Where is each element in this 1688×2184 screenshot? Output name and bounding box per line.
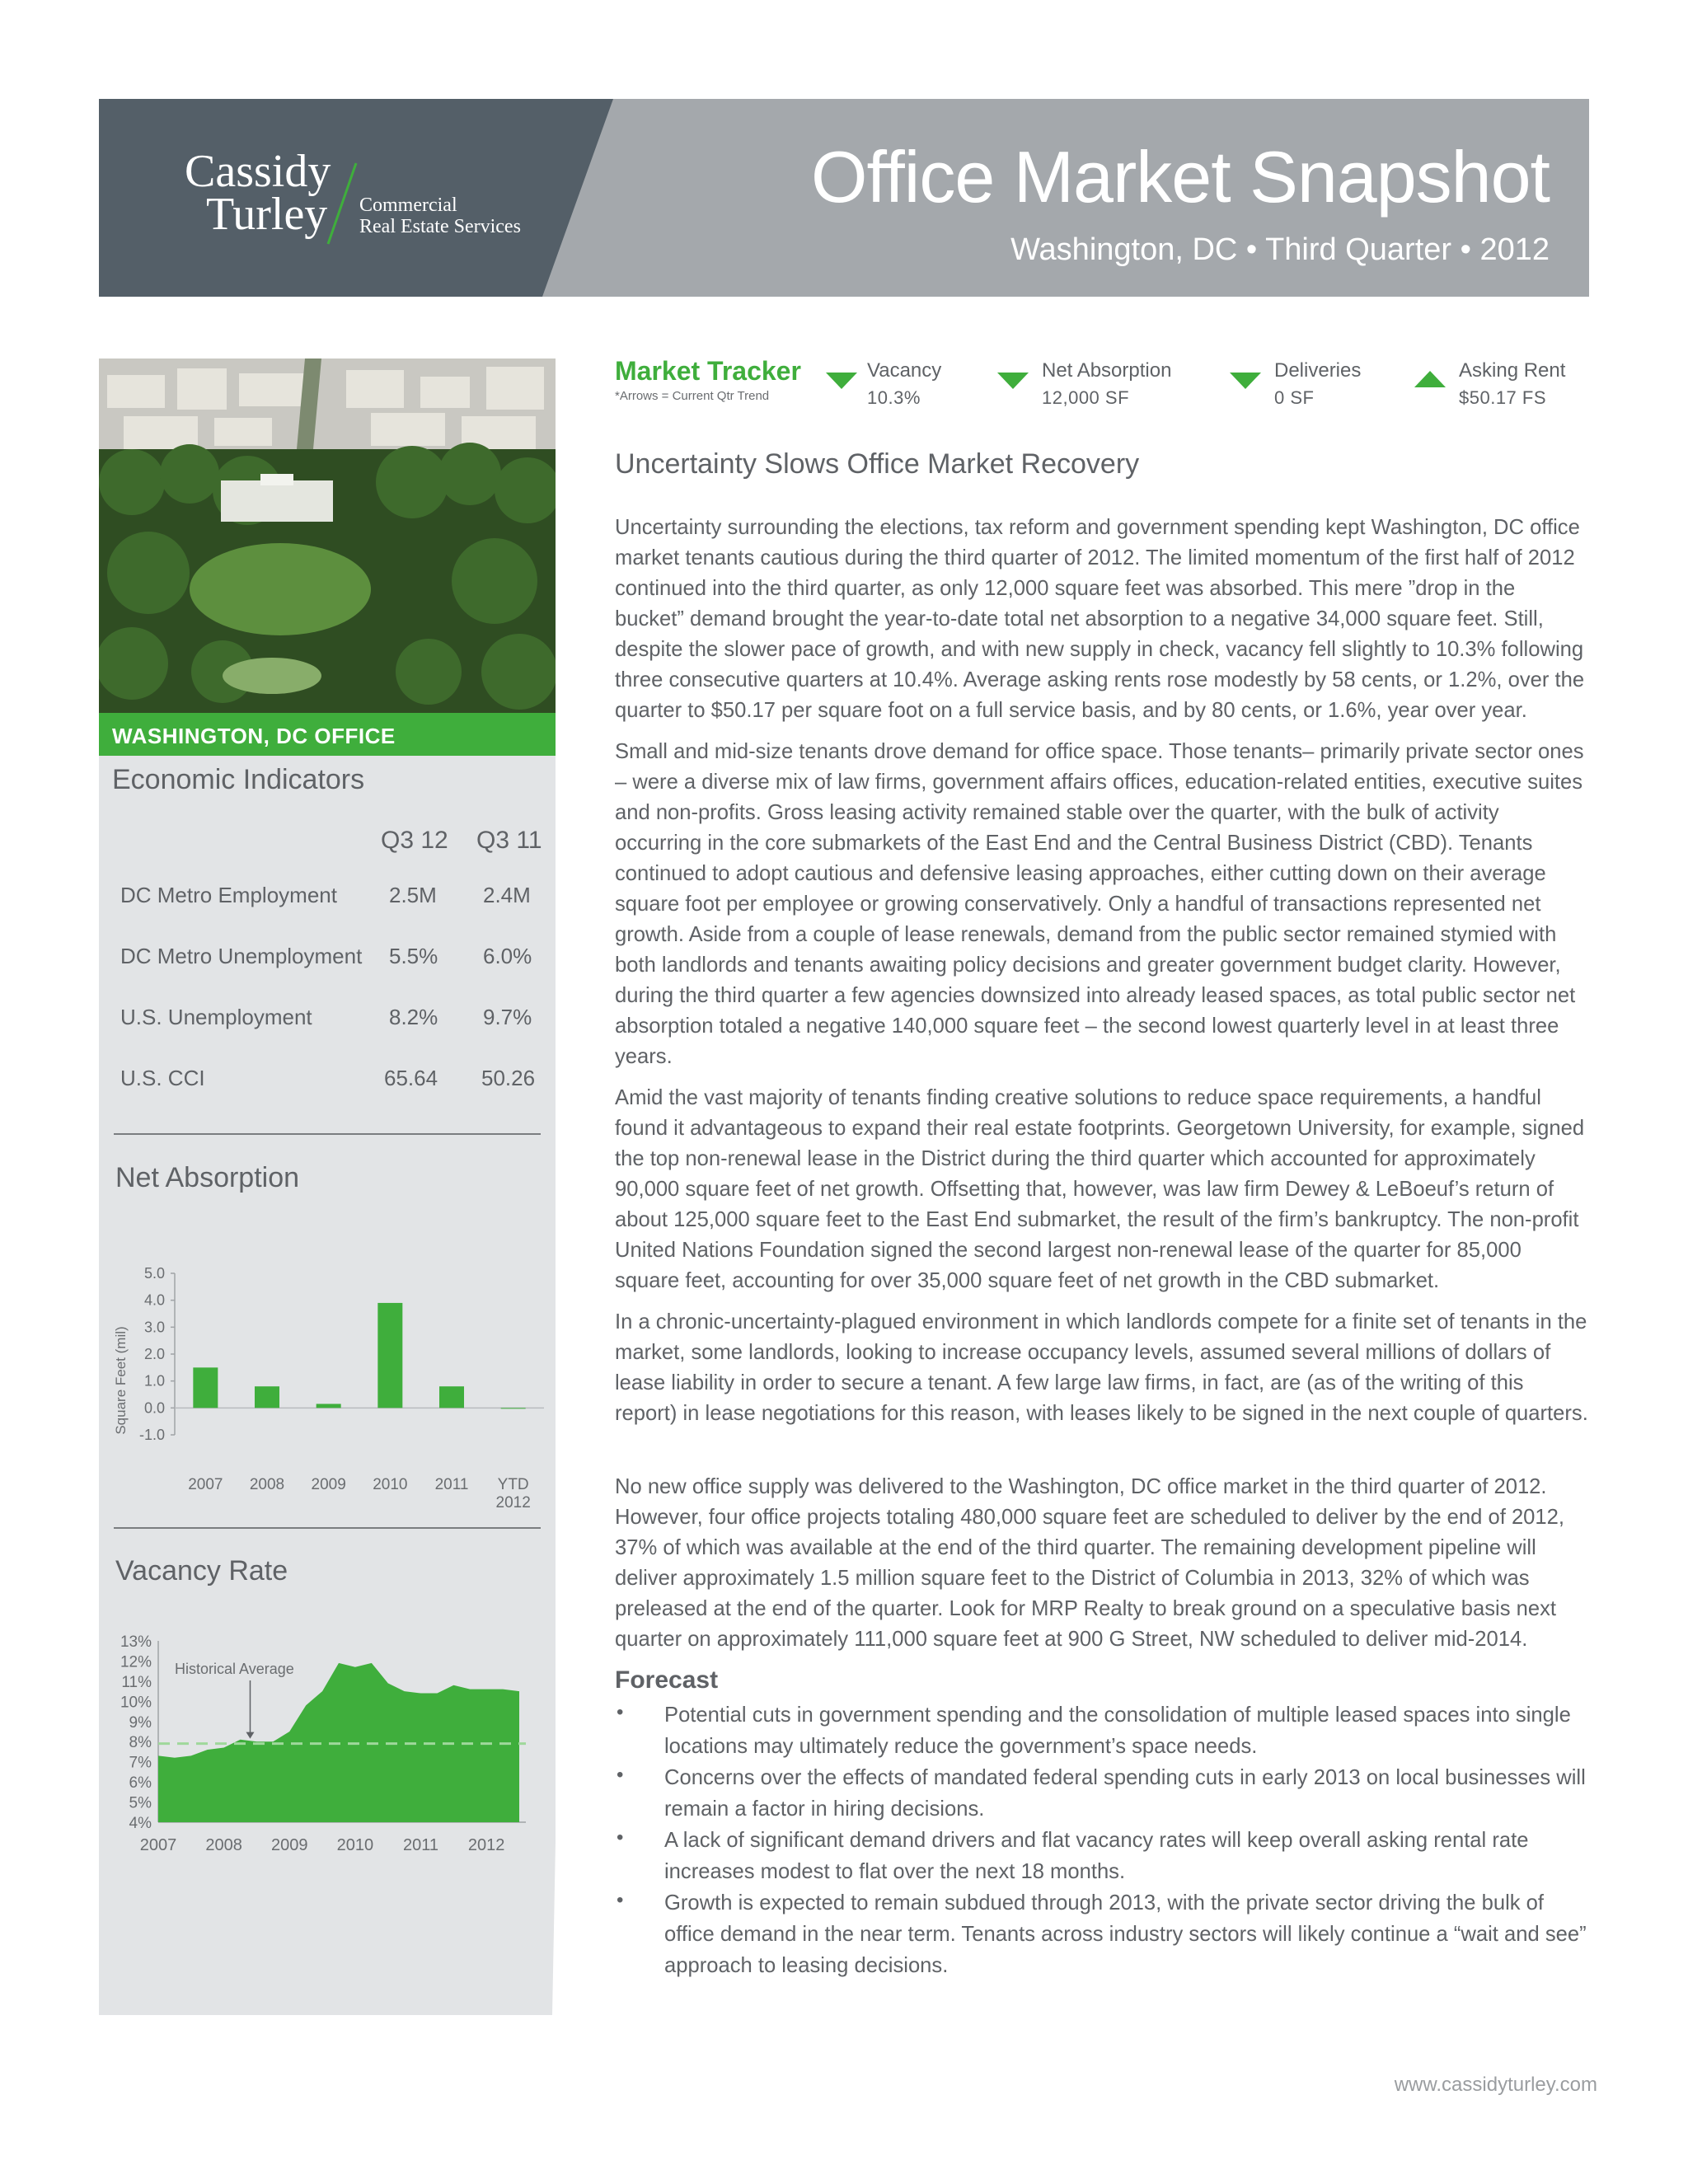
indicator-label: U.S. CCI (120, 1066, 205, 1090)
absorption-y-tick-label: 3.0 (143, 1319, 165, 1336)
vacancy-y-tick-label: 12% (120, 1653, 152, 1671)
tracker-deliveries-value: 0 SF (1274, 387, 1315, 408)
absorption-y-tick-label: 0.0 (143, 1399, 165, 1417)
article-paragraph: Uncertainty surrounding the elections, tax reform and government spending kept Washington, DC office market tenants cautious during the third quarter of 2012. The limited momentum of the first half of 2012 continued into the third quarter, as only 12,000 square feet was absorbed. This mere ”drop in the bucket” demand brought the year-to-date total net absorption to a negative 34,000 square feet. Still, despite the slower pace of growth, and with new supply in check, vacancy fell slightly to 10.3% following three consecutive quarters at 10.4%. Average asking rents rose modestly by 58 cents, or 1.2%, over the quarter to $50.17 per square foot on a full service basis, and by 80 cents, or 1.6%, year over year. (615, 516, 1585, 722)
footer-website-link[interactable]: www.cassidyturley.com (1394, 2074, 1597, 2096)
absorption-x-tick-label: 2008 (249, 1476, 285, 1493)
annotation-arrow-icon (246, 1732, 254, 1739)
vacancy-x-tick-label: 2012 (467, 1836, 505, 1854)
absorption-y-tick-label: -1.0 (138, 1427, 165, 1443)
economic-indicators-title: Economic Indicators (112, 764, 365, 795)
indicator-label: U.S. Unemployment (120, 1005, 312, 1029)
forecast-item: Concerns over the effects of mandated federal spending cuts in early 2013 on local businesses will remain a factor in hiring decisions. (664, 1766, 1586, 1821)
indicator-value-q3-11: 50.26 (481, 1066, 536, 1090)
forecast-item: Growth is expected to remain subdued through 2013, with the private sector driving the bulk of office demand in the near term. Tenants across industry sectors will likely continue a “wait and see” approach to leasing decisions. (664, 1891, 1587, 1977)
absorption-y-tick-label: 1.0 (143, 1372, 165, 1390)
vacancy-rate-chart (99, 1628, 556, 1908)
indicator-value-q3-12: 2.5M (389, 883, 437, 907)
logo-tagline-1: Commercial (359, 194, 457, 216)
absorption-x-tick-label: 2012 (495, 1494, 531, 1511)
bullet-icon: • (617, 1889, 624, 1911)
forecast-item: A lack of significant demand drivers and flat vacancy rates will keep overall asking rental rate increases modest to flat over the next 18 months. (664, 1829, 1529, 1883)
vacancy-x-tick-label: 2010 (336, 1836, 374, 1854)
bullet-icon: • (617, 1701, 624, 1723)
absorption-x-tick-label: 2010 (373, 1476, 408, 1493)
section-divider (114, 1527, 541, 1529)
market-tracker-title: Market Tracker (615, 356, 801, 386)
market-tracker-note: *Arrows = Current Qtr Trend (615, 389, 770, 403)
section-divider (114, 1133, 541, 1135)
indicator-value-q3-11: 6.0% (483, 944, 532, 968)
absorption-bar (255, 1386, 279, 1408)
trend-down-arrow-icon (997, 371, 1029, 391)
absorption-x-tick-label: YTD (497, 1476, 529, 1493)
absorption-x-tick-label: 2009 (311, 1476, 346, 1493)
bullet-icon: • (617, 1826, 624, 1849)
absorption-y-tick-label: 2.0 (143, 1346, 165, 1362)
tracker-asking-rent-value: $50.17 FS (1459, 387, 1547, 408)
bullet-icon: • (617, 1764, 624, 1786)
absorption-y-tick-label: 4.0 (143, 1291, 165, 1309)
article-paragraph: Amid the vast majority of tenants finding creative solutions to reduce space requirements, a handful found it advantageous to expand their real estate footprints. Georgetown University, for example, signed the top non-renewal lease in the District during the third quarter which accounted for approximately 90,000 square feet of net growth. Offsetting that, however, was law firm Dewey & LeBoeuf’s return of about 125,000 square feet to the East End submarket, the result of the firm’s bankruptcy. The non-profit United Nations Foundation signed the second largest non-renewal lease of the quarter for 85,000 square feet, accounting for over 35,000 square feet of net growth in the CBD submarket. (615, 1086, 1585, 1292)
absorption-x-tick-label: 2011 (434, 1476, 469, 1493)
historical-average-label: Historical Average (175, 1661, 294, 1677)
vacancy-x-tick-label: 2007 (139, 1836, 177, 1854)
tracker-asking-rent-label: Asking Rent (1459, 359, 1566, 382)
sidebar-content (99, 359, 556, 2015)
indicator-label: DC Metro Employment (120, 883, 337, 907)
sidebar-market-label: WASHINGTON, DC OFFICE (112, 724, 396, 748)
logo-tagline-2: Real Estate Services (359, 216, 521, 237)
vacancy-y-tick-label: 6% (129, 1774, 152, 1793)
absorption-y-axis-label: Square Feet (mil) (113, 1326, 129, 1435)
forecast-title: Forecast (615, 1666, 719, 1694)
article-paragraph: In a chronic-uncertainty-plagued environment in which landlords compete for a finite set of tenants in the market, some landlords, looking to increase occupancy levels, assumed several millions of dollars of lease liability in order to secure a tenant. A few large law firms, in fact, are (as of the writing of this report) in lease negotiations for this reason, with leases likely to be signed in the next couple of quarters. (615, 1310, 1588, 1425)
absorption-bar (377, 1303, 402, 1408)
logo-slash-icon (99, 99, 371, 264)
forecast-item: Potential cuts in government spending and the consolidation of multiple leased spaces into single locations may ultimately reduce the government’s space needs. (664, 1704, 1571, 1758)
tracker-net-absorption-value: 12,000 SF (1042, 387, 1130, 408)
vacancy-y-tick-label: 4% (129, 1815, 152, 1832)
tracker-vacancy-label: Vacancy (867, 359, 942, 382)
absorption-bar (193, 1367, 218, 1408)
vacancy-x-tick-label: 2011 (403, 1836, 439, 1854)
indicator-value-q3-12: 5.5% (389, 944, 438, 968)
vacancy-y-tick-label: 13% (120, 1633, 152, 1651)
tracker-deliveries-label: Deliveries (1274, 359, 1362, 382)
article-paragraph: No new office supply was delivered to the Washington, DC office market in the third quarter of 2012. However, four office projects totaling 480,000 square feet are scheduled to deliver by the end of 2012, 37% of which was available at the end of the third quarter. The remaining development pipeline will deliver approximately 1.5 million square feet to the District of Columbia in 2013, 32% of which was preleased at the end of the quarter. Look for MRP Realty to break ground on a speculative basis next quarter on approximately 111,000 square feet at 900 G Street, NW scheduled to deliver mid-2014. (615, 1475, 1564, 1651)
logo-word-cassidy: Cassidy (185, 146, 331, 197)
vacancy-y-tick-label: 8% (129, 1734, 152, 1752)
vacancy-y-tick-label: 5% (129, 1794, 152, 1812)
vacancy-y-tick-label: 7% (129, 1754, 152, 1772)
absorption-bar (316, 1404, 341, 1408)
indicator-label: DC Metro Unemployment (120, 944, 363, 968)
absorption-bar (439, 1386, 464, 1408)
net-absorption-title: Net Absorption (115, 1162, 300, 1193)
report-title: Office Market Snapshot (811, 136, 1550, 218)
article-title: Uncertainty Slows Office Market Recovery (615, 448, 1140, 480)
logo-word-turley: Turley (206, 189, 328, 240)
vacancy-y-tick-label: 10% (120, 1694, 152, 1712)
vacancy-rate-title: Vacancy Rate (115, 1555, 288, 1586)
column-header-q3-12: Q3 12 (381, 827, 448, 854)
tracker-net-absorption-label: Net Absorption (1042, 359, 1172, 382)
trend-down-arrow-icon (1230, 371, 1261, 391)
vacancy-x-tick-label: 2008 (205, 1836, 242, 1854)
indicator-value-q3-11: 9.7% (483, 1005, 532, 1029)
net-absorption-chart (99, 1224, 556, 1537)
trend-up-arrow-icon (1414, 369, 1446, 389)
report-subtitle: Washington, DC • Third Quarter • 2012 (1010, 232, 1550, 267)
trend-down-arrow-icon (826, 371, 857, 391)
report-header (99, 99, 1589, 297)
vacancy-y-tick-label: 9% (129, 1713, 152, 1732)
article-paragraph: Small and mid-size tenants drove demand for office space. Those tenants– primarily private sector ones – were a diverse mix of law firms, government affairs offices, education-related entities, executive suites and non-profits. Gross leasing activity remained stable over the quarter, with the bulk of activity occurring in the core submarkets of the East End and the Central Business District (CBD). Tenants continued to adopt cautious and defensive leasing approaches, either cutting down on their average square foot per employee or growing conservatively. Only a handful of transactions represented net growth. Aside from a couple of lease renewals, demand from the public sector remained stymied with both landlords and tenants awaiting policy decisions and greater government budget clarity. However, during the third quarter a few agencies downsized into already leased spaces, as total public sector net absorption totaled a negative 140,000 square feet – the second lowest quarterly level in at least three years. (615, 740, 1584, 1068)
vacancy-x-tick-label: 2009 (271, 1836, 308, 1854)
vacancy-y-tick-label: 11% (121, 1673, 152, 1691)
indicator-value-q3-11: 2.4M (483, 883, 531, 907)
tracker-vacancy-value: 10.3% (867, 387, 921, 408)
absorption-x-tick-label: 2007 (188, 1476, 223, 1493)
indicator-value-q3-12: 8.2% (389, 1005, 438, 1029)
indicator-value-q3-12: 65.64 (384, 1066, 438, 1090)
column-header-q3-11: Q3 11 (476, 827, 542, 854)
absorption-y-tick-label: 5.0 (143, 1265, 165, 1282)
